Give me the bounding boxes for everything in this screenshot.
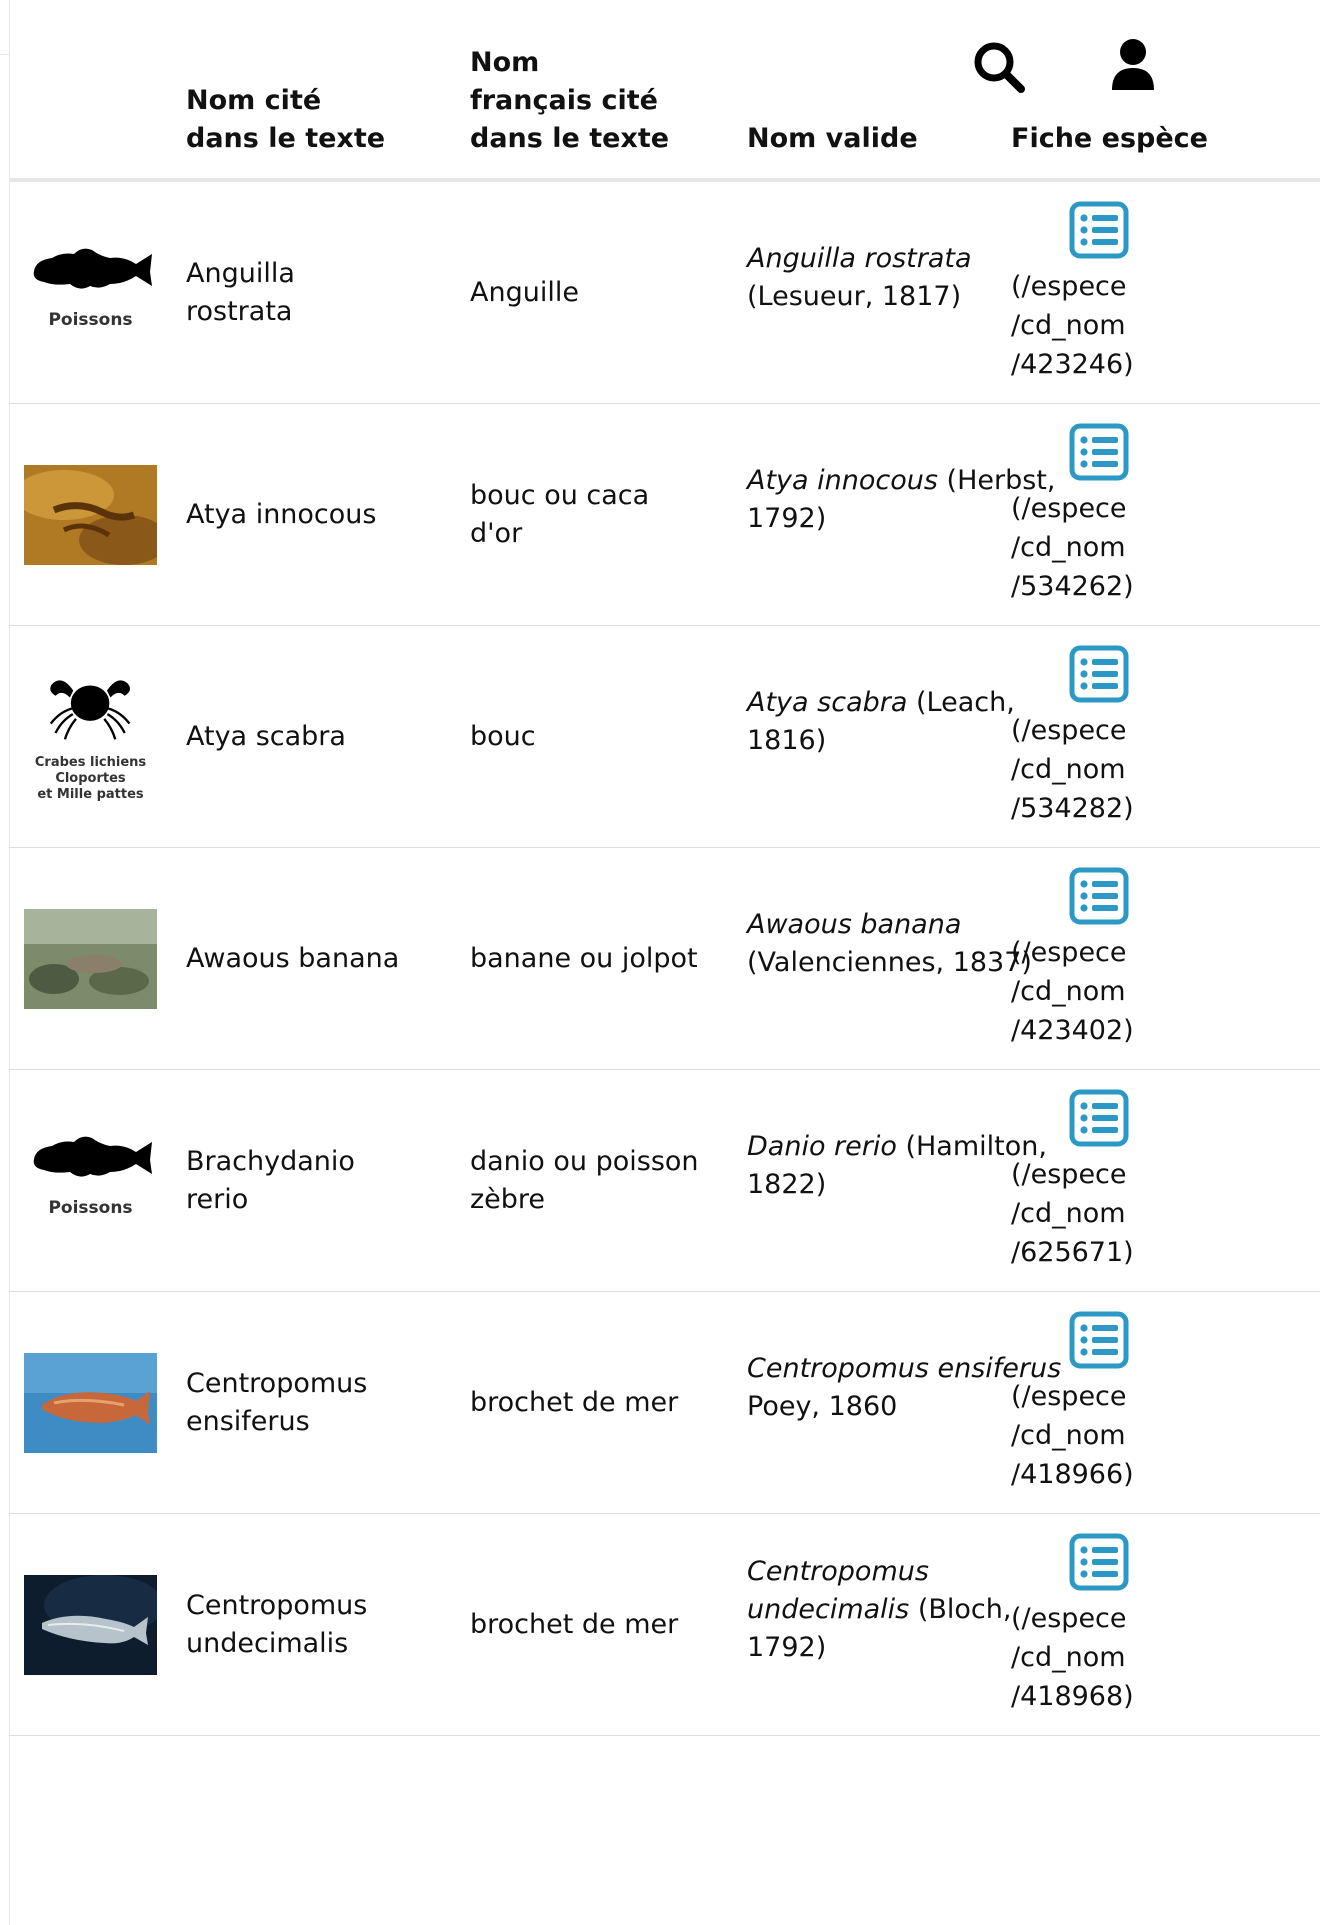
name-cited: Atya innocous [186,498,377,530]
species-image-cell [9,848,186,1070]
fiche-espece-link[interactable]: (/espece /cd_nom /418966) [1011,1381,1134,1490]
name-cited-cell [186,180,470,404]
fiche-espece-button[interactable] [1011,867,1129,933]
list-icon [1069,1533,1129,1591]
valid-scientific-name: Awaous banana [747,908,962,940]
name-cited-cell [186,626,470,848]
valid-name-cell [747,180,1011,404]
fiche-cell [1011,404,1320,626]
photo-image [24,1575,157,1675]
name-cited: Brachydanio rerio [186,1145,355,1215]
group-caption: Poissons [48,1197,133,1218]
photo-image [24,1353,157,1453]
fish-silhouette-icon [24,238,157,348]
fish-silhouette-icon [24,1126,157,1236]
name-cited: Awaous banana [186,942,400,974]
valid-scientific-name: Danio rerio [747,1130,897,1162]
species-photo [24,465,186,565]
name-cited-cell [186,1292,470,1514]
header-name-cited: Nom cité dans le texte [186,0,470,180]
fiche-espece-button[interactable] [1011,201,1129,267]
french-name: bouc [470,720,536,752]
valid-author: (Bloch, 1792) [747,1593,1012,1663]
photo-image [24,465,157,565]
silhouette-image [24,238,157,348]
fiche-cell [1011,180,1320,404]
header-valid-name: Nom valide [747,0,1011,180]
header-fiche-espece: Fiche espèce [1011,0,1320,180]
valid-scientific-name: Atya scabra [747,686,908,718]
name-cited-cell [186,848,470,1070]
fiche-cell [1011,1292,1320,1514]
valid-scientific-name: Centropomus ensiferus [747,1352,1062,1384]
species-image-cell [9,404,186,626]
name-cited: Atya scabra [186,720,346,752]
species-table [9,0,1320,1736]
list-icon [1069,423,1129,481]
species-image-cell [9,1514,186,1736]
name-cited-cell [186,404,470,626]
french-name: brochet de mer [470,1608,679,1640]
fiche-cell [1011,848,1320,1070]
fiche-espece-button[interactable] [1011,1533,1129,1599]
species-image-cell [9,1070,186,1292]
fiche-espece-button[interactable] [1011,645,1129,711]
group-caption: Crabes lichiens Cloportes et Mille pattes [34,754,147,802]
fiche-cell [1011,626,1320,848]
valid-author: (Hamilton, 1822) [747,1130,1047,1200]
photo-image [24,909,157,1009]
valid-name-cell [747,626,1015,848]
user-icon[interactable] [1110,38,1156,94]
list-icon [1069,867,1129,925]
name-cited: Centropomus undecimalis [186,1589,368,1659]
species-photo [24,909,186,1009]
table-row [9,1514,1320,1736]
table-row [9,1292,1320,1514]
valid-scientific-name: Atya innocous [747,464,938,496]
valid-author: (Valenciennes, 1837) [747,946,1032,978]
french-name-cell [470,1292,747,1514]
valid-name-cell [747,1292,1062,1514]
species-image-cell [9,180,186,404]
table-row [9,626,1320,848]
name-cited-cell [186,1070,470,1292]
french-name-cell [470,626,747,848]
crab-silhouette-icon [24,667,157,807]
left-border-tick [0,54,9,55]
french-name: brochet de mer [470,1386,679,1418]
french-name: bouc ou caca d'or [470,479,650,549]
name-cited-cell [186,1514,470,1736]
valid-name-cell [747,1514,1011,1736]
valid-name-cell [747,1070,1047,1292]
name-cited: Centropomus ensiferus [186,1367,368,1437]
fiche-espece-link[interactable]: (/espece /cd_nom /423246) [1011,271,1134,380]
search-icon[interactable] [972,40,1026,98]
valid-author: (Herbst, 1792) [747,464,1056,534]
fiche-espece-button[interactable] [1011,1311,1129,1377]
header-french-name: Nom français cité dans le texte [470,0,747,180]
list-icon [1069,201,1129,259]
valid-scientific-name: Centropomus undecimalis [747,1555,929,1625]
valid-author: (Leach, 1816) [747,686,1015,756]
fiche-espece-link[interactable]: (/espece /cd_nom /534262) [1011,493,1134,602]
table-row [9,180,1320,404]
fiche-cell [1011,1514,1320,1736]
valid-author: Poey, 1860 [747,1390,898,1422]
list-icon [1069,645,1129,703]
valid-name-cell [747,404,1056,626]
image-column-header [9,0,186,180]
silhouette-image [24,1126,157,1236]
species-image-cell [9,626,186,848]
fiche-espece-link[interactable]: (/espece /cd_nom /534282) [1011,715,1134,824]
list-icon [1069,1089,1129,1147]
valid-author: (Lesueur, 1817) [747,280,962,312]
french-name: danio ou poisson zèbre [470,1145,699,1215]
table-row [9,848,1320,1070]
french-name: banane ou jolpot [470,942,698,974]
french-name: Anguille [470,276,579,308]
fiche-espece-link[interactable]: (/espece /cd_nom /418968) [1011,1603,1134,1712]
fiche-espece-link[interactable]: (/espece /cd_nom /625671) [1011,1159,1134,1268]
french-name-cell [470,180,747,404]
group-caption: Poissons [48,309,133,330]
french-name-cell [470,848,747,1070]
name-cited: Anguilla rostrata [186,257,295,327]
fiche-espece-button[interactable] [1011,1089,1129,1155]
list-icon [1069,1311,1129,1369]
species-photo [24,1353,186,1453]
valid-scientific-name: Anguilla rostrata [747,242,972,274]
fiche-espece-button[interactable] [1011,423,1129,489]
valid-name-cell [747,848,1032,1070]
table-row [9,404,1320,626]
fiche-espece-link[interactable]: (/espece /cd_nom /423402) [1011,937,1134,1046]
french-name-cell [470,404,747,626]
table-row [9,1070,1320,1292]
french-name-cell [470,1514,747,1736]
species-photo [24,1575,186,1675]
fiche-cell [1011,1070,1320,1292]
french-name-cell [470,1070,747,1292]
species-image-cell [9,1292,186,1514]
